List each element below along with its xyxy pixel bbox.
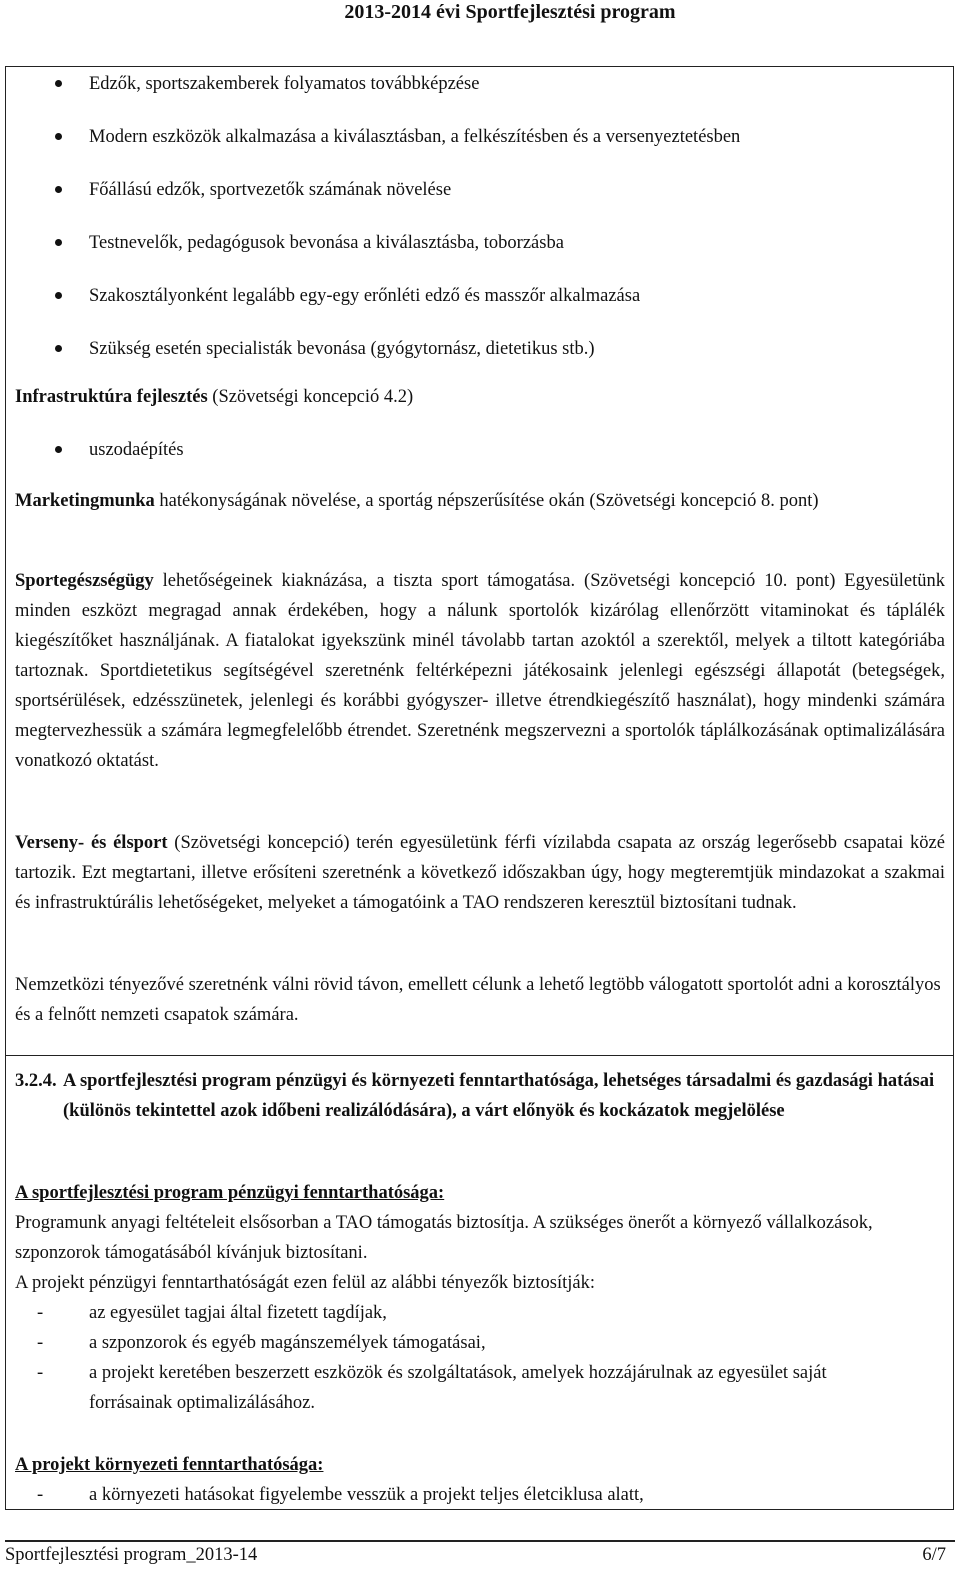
bullet-icon — [55, 239, 62, 246]
marketing-paragraph: Marketingmunka hatékonyságának növelése, a sportág népszerűsítése okán (Szövetségi koncepció 8. pont) — [15, 491, 819, 511]
page-header — [0, 0, 960, 26]
list-item: Főállású edzők, sportvezetők számának növelése — [15, 172, 945, 225]
bullet-list-development — [15, 66, 945, 384]
section-title: A sportfejlesztési program pénzügyi és környezeti fenntarthatósága, lehetséges társadalmi és gazdasági hatásai (különös tekintettel azok időbeni realizálódására), a várt előnyök és kockázatok megjelölése — [63, 1071, 935, 1121]
list-item: Testnevelők, pedagógusok bevonása a kiválasztásba, toborzásba — [15, 225, 945, 278]
environment-dash-list — [15, 1480, 945, 1510]
list-item: Szükség esetén specialisták bevonása (gyógytornász, dietetikus stb.) — [15, 331, 945, 384]
footer-page-number: 6/7 — [922, 1545, 946, 1565]
financial-paragraph-1: Programunk anyagi feltételeit elsősorban a TAO támogatás biztosítja. A szükséges önerőt a környező vállalkozások, szponzorok támogatásából kívánjuk biztosítani. — [15, 1213, 873, 1263]
environment-heading: A projekt környezeti fenntarthatósága: — [15, 1455, 324, 1475]
financial-heading: A sportfejlesztési program pénzügyi fenntarthatósága: — [15, 1183, 445, 1203]
competitive-sport-paragraph: Verseny- és élsport (Szövetségi koncepció) terén egyesületünk férfi vízilabda csapata az ország legerősebb csapatai közé tartozik. Ezt megtartani, illetve erősíteni szeretnénk a következő időszakban úgy, hogy megteremtjük mindazokat a szakmai és infrastruktúrális lehetőségeket, melyeket a támogatóink a TAO rendszeren keresztül biztosítani tudnak. — [15, 833, 945, 913]
list-item: - az egyesület tagjai által fizetett tagdíjak, — [37, 1303, 387, 1323]
bullet-icon — [55, 446, 62, 453]
financial-paragraph-2: A projekt pénzügyi fenntarthatóságát ezen felül az alábbi tényezők biztosítják: — [15, 1273, 595, 1293]
list-item: Szakosztályonként legalább egy-egy erőnléti edző és masszőr alkalmazása — [15, 278, 945, 331]
list-item: - a szponzorok és egyéb magánszemélyek támogatásai, — [37, 1333, 486, 1353]
list-item: - a környezeti hatásokat figyelembe vesszük a projekt teljes életciklusa alatt, — [37, 1485, 644, 1505]
international-paragraph: Nemzetközi tényezővé szeretnénk válni rövid távon, emellett célunk a lehető legtöbb válogatott sportolót adni a korosztályos és a felnőtt nemzeti csapatok számára. — [15, 975, 941, 1025]
bullet-icon — [55, 133, 62, 140]
document-body — [15, 66, 945, 1505]
bullet-icon — [55, 186, 62, 193]
list-item: - a projekt keretében beszerzett eszközök és szolgáltatások, amelyek hozzájárulnak az egyesület saját forrásainak optimalizálásához. — [37, 1363, 827, 1413]
sports-health-paragraph: Sportegészségügy lehetőségeinek kiaknázása, a tiszta sport támogatása. (Szövetségi koncepció 10. pont) Egyesületünk minden eszközt megragad annak érdekében, hogy a nálunk sportolók kizárólag ellenőrzött vitaminokat és táplálék kiegészítőket használjának. A fiatalokat igyekszünk minél távolabb tartan azoktól a szerektől, melyek a tiltott kategóriába tartoznak. Sportdietetikus segítségével szeretnénk feltérképezni játékosaink jelenlegi egészségi állapotát (betegségek, sportsérülések, edzésszünetek, jelenlegi és korábbi gyógyszer- illetve étrendkiegészítő használat), hogy mindenki számára megtervezhessük a számára legmegfelelőbb étrendet. Szeretnénk megszervezni a sportolók táplálkozásának optimalizálására vonatkozó oktatást. — [15, 571, 945, 771]
bullet-icon — [55, 292, 62, 299]
header-title: 2013-2014 évi Sportfejlesztési program — [344, 1, 676, 23]
footer-divider — [5, 1540, 955, 1542]
financial-dash-list — [15, 1298, 945, 1418]
bullet-icon — [55, 345, 62, 352]
list-item: Modern eszközök alkalmazása a kiválasztásban, a felkészítésben és a versenyeztetésben — [15, 119, 945, 172]
section-separator — [5, 1055, 954, 1056]
list-item: uszodaépítés — [15, 432, 945, 485]
bullet-list-infrastructure — [15, 432, 945, 485]
footer-document-name: Sportfejlesztési program_2013-14 — [5, 1545, 258, 1565]
infrastructure-paragraph: Infrastruktúra fejlesztés (Szövetségi koncepció 4.2) — [15, 387, 414, 407]
list-item: Edzők, sportszakemberek folyamatos továbbképzése — [15, 66, 945, 119]
section-heading — [15, 1066, 945, 1126]
section-number: 3.2.4. — [15, 1071, 57, 1091]
bullet-icon — [55, 80, 62, 87]
